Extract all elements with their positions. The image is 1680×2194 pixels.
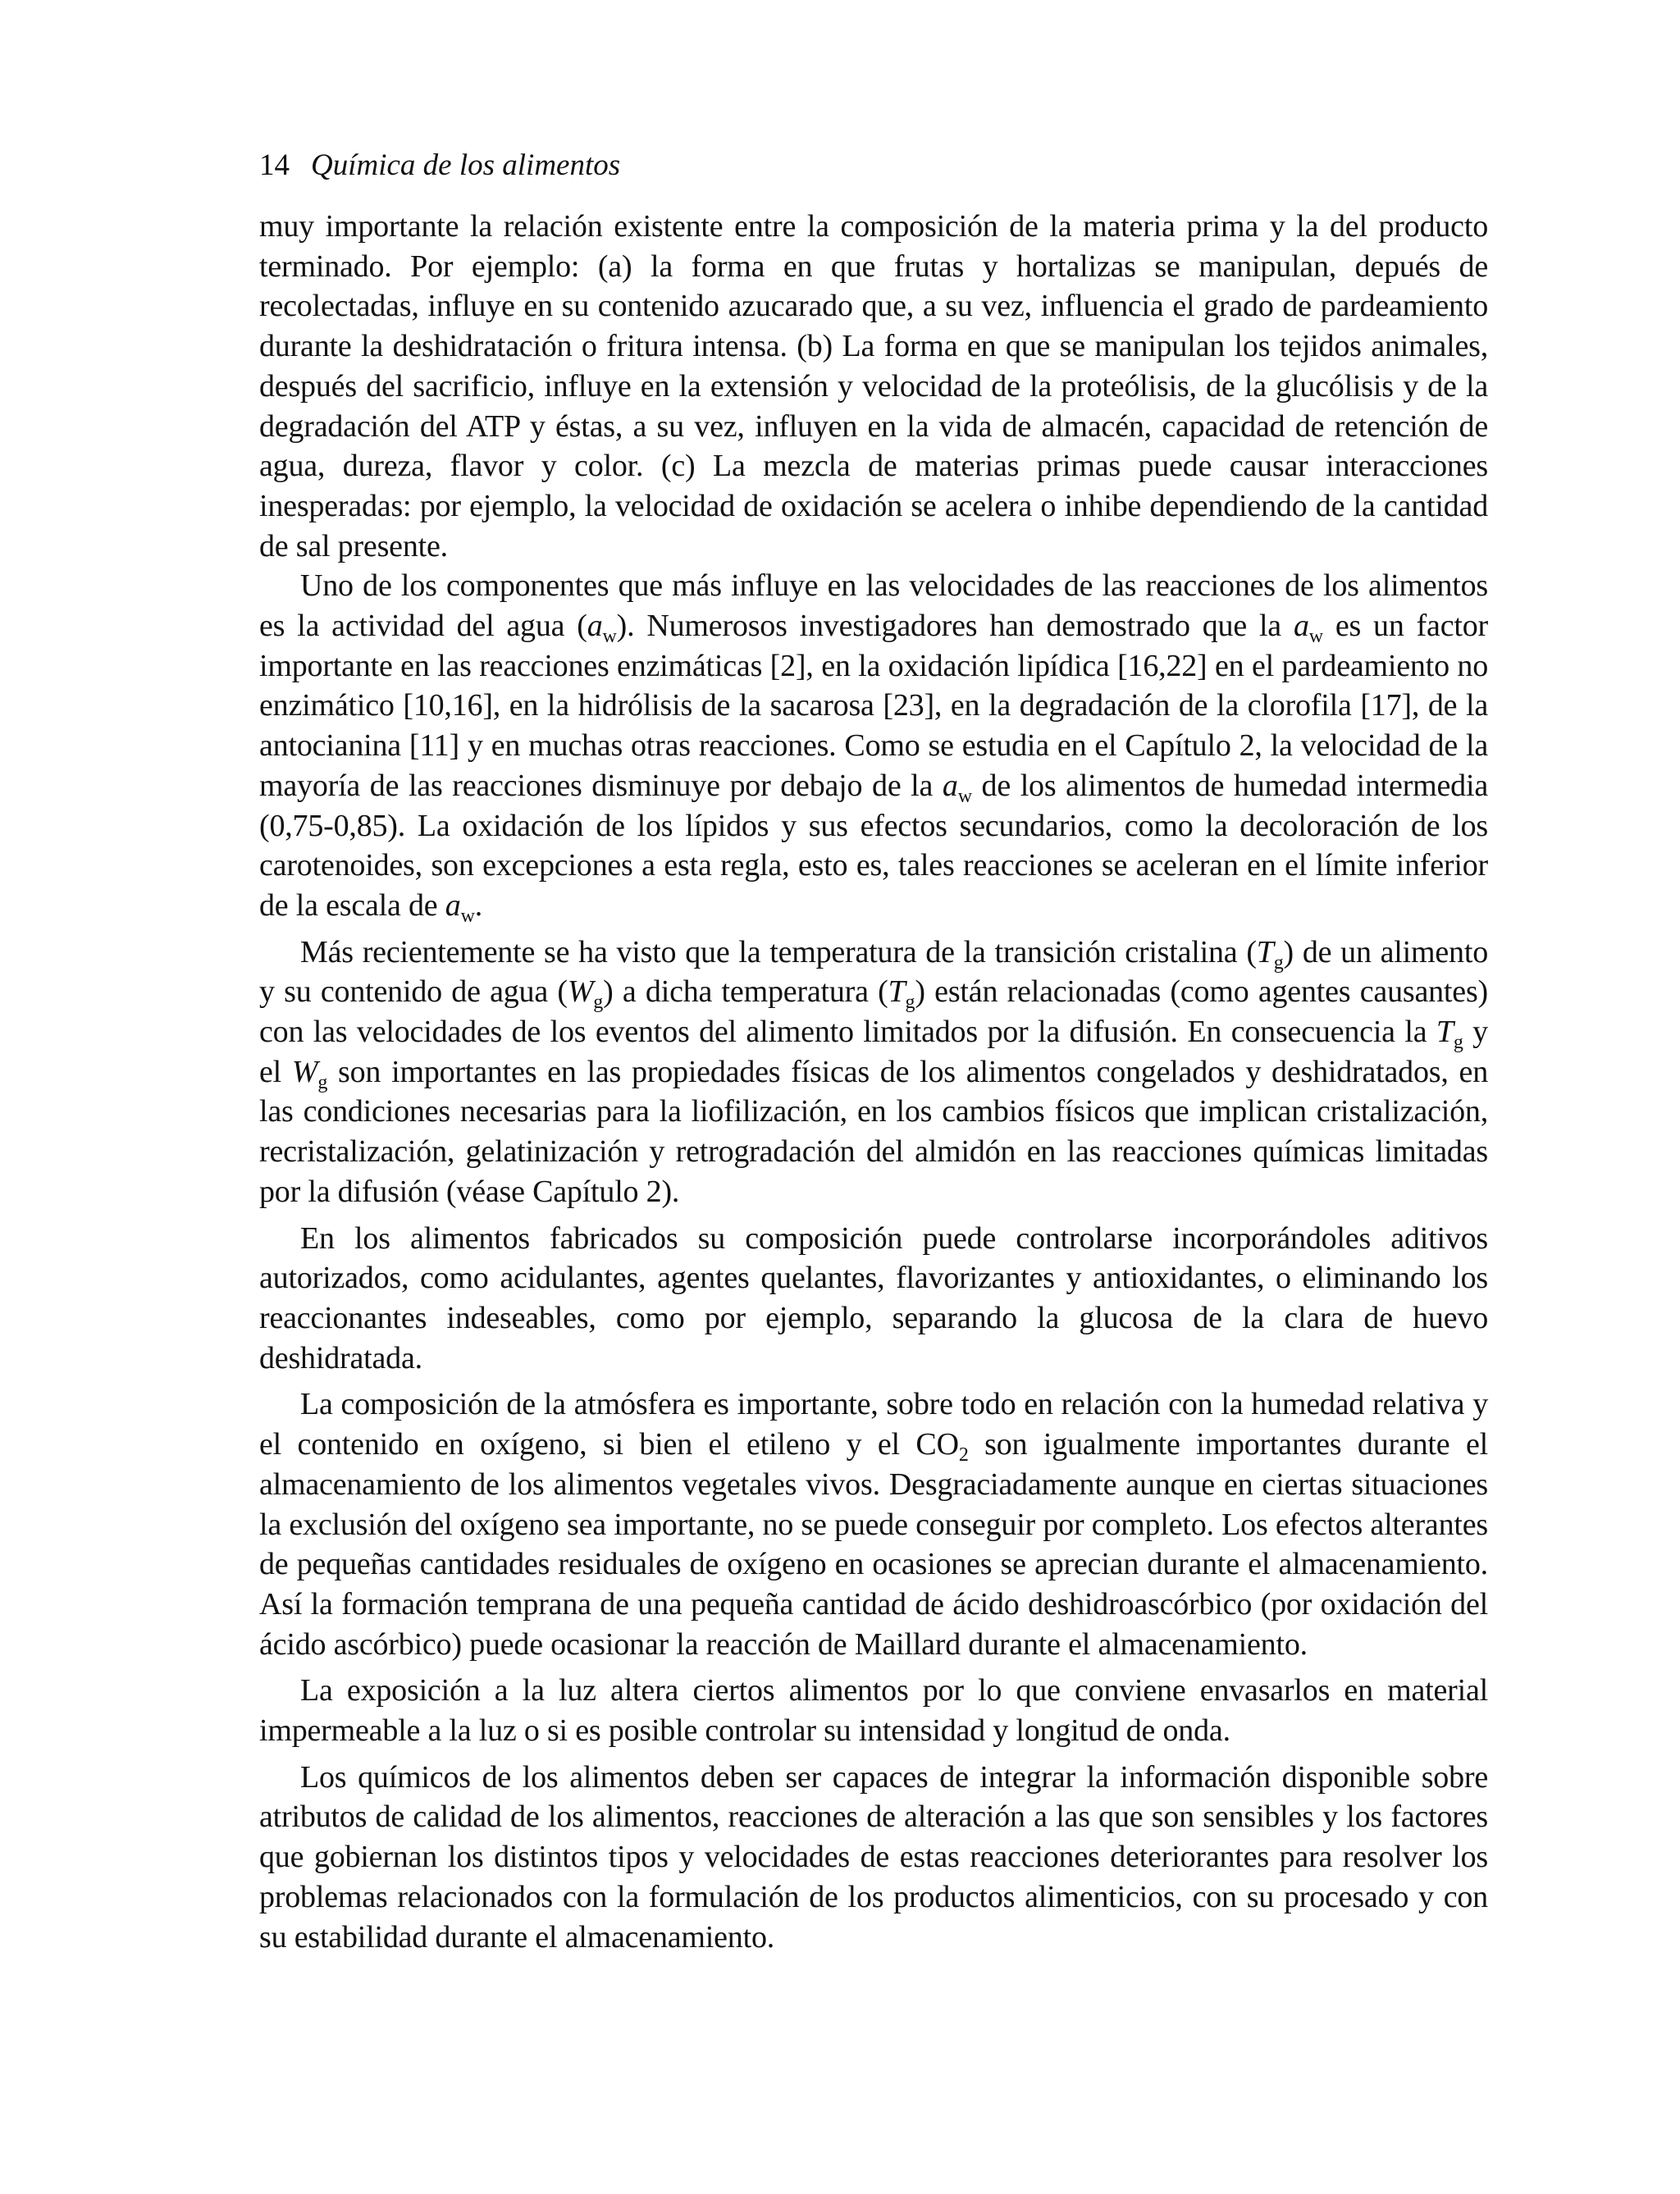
tg-symbol: T — [1436, 1015, 1454, 1050]
book-page — [259, 146, 1488, 1957]
paragraph-light-exposure: La exposición a la luz altera ciertos alimentos por lo que conviene envasarlos en material impermeable a la luz o si es posible controlar su intensidad y longitud de onda. — [259, 1673, 1488, 1749]
tg-subscript: g — [1273, 951, 1284, 974]
wg-symbol: W — [567, 974, 594, 1010]
text-run: Más recientemente se ha visto que la temperatura de la transición cristalina ( — [300, 934, 1257, 969]
text-run: es un factor importante en las reacciones enzimáticas [2], en la oxidación lipídica [16,22] en el pardeamiento no enzimático [10,16], en la hidrólisis de la sacarosa [23], en la degradación de la clorofila [17], de la antocianina [11] y en muchas otras reacciones. Como se estudia en el Capítulo 2, la velocidad de la mayoría de las reacciones disminuye por debajo de la — [259, 609, 1488, 803]
paragraph-atmosphere — [259, 1384, 1488, 1664]
aw-subscript: w — [957, 785, 972, 807]
tg-subscript: g — [1453, 1032, 1463, 1054]
aw-symbol: a — [587, 609, 603, 644]
tg-symbol: T — [888, 974, 906, 1010]
tg-subscript: g — [905, 992, 915, 1014]
aw-subscript: w — [602, 626, 617, 648]
text-run: de los alimentos de humedad intermedia (0,75-0,85). La oxidación de los lípidos y sus efectos secundarios, como la decoloración de los carotenoides, son excepciones a esta regla, esto es, tales reacciones se aceleran en el límite inferior de la escala de — [259, 768, 1488, 923]
text-run: son igualmente importantes durante el almacenamiento de los alimentos vegetales vivos. Desgraciadamente aunque en ciertas situaciones la exclusión del oxígeno sea importante, no se puede conseguir por completo. Los efectos alterantes de pequeñas cantidades residuales de oxígeno en ocasiones se aprecian durante el almacenamiento. Así la formación temprana de una pequeña cantidad de ácido deshidroascórbico (por oxidación del ácido ascórbico) puede ocasionar la reacción de Maillard durante el almacenamiento. — [259, 1427, 1488, 1662]
running-head — [259, 146, 1488, 185]
paragraph-water-activity — [259, 566, 1488, 925]
co2-subscript: 2 — [958, 1444, 969, 1466]
paragraph-glass-transition — [259, 933, 1488, 1212]
book-title: Química de los alimentos — [311, 148, 621, 182]
paragraph-food-chemists: Los químicos de los alimentos deben ser capaces de integrar la información disponible sobre atributos de calidad de los alimentos, reacciones de alteración a las que son sensibles y los factores que gobiernan los distintos tipos y velocidades de estas reacciones deteriorantes para resolver los problemas relacionados con la formulación de los productos alimenticios, con su procesado y con su estabilidad durante el almacenamiento. — [259, 1759, 1488, 1955]
text-run: ) a dicha temperatura ( — [603, 974, 888, 1010]
aw-subscript: w — [1308, 626, 1323, 648]
body-text — [259, 207, 1488, 1957]
wg-subscript: g — [593, 992, 604, 1014]
wg-subscript: g — [317, 1071, 328, 1093]
aw-subscript: w — [460, 905, 475, 927]
text-run: ). Numerosos investigadores han demostrado que la — [616, 609, 1294, 644]
text-run: y el — [259, 1015, 1488, 1089]
paragraph-additives: En los alimentos fabricados su composición puede controlarse incorporándoles aditivos autorizados, como acidulantes, agentes quelantes, flavorizantes y antioxidantes, o eliminando los reaccionantes indeseables, como por ejemplo, separando la glucosa de la clara de huevo deshidratada. — [259, 1220, 1488, 1375]
aw-symbol: a — [942, 768, 958, 803]
text-run: La composición de la atmósfera es importante, sobre todo en relación con la humedad relativa y el contenido en oxígeno, si bien el etileno y el CO — [259, 1387, 1488, 1462]
aw-symbol: a — [445, 887, 461, 923]
text-run: Uno de los componentes que más influye en las velocidades de las reacciones de los alimentos es la actividad del agua ( — [259, 568, 1488, 644]
text-run: ) de un alimento y su contenido de agua ( — [259, 934, 1488, 1010]
page-number: 14 — [259, 148, 290, 182]
text-run: ) están relacionadas (como agentes causantes) con las velocidades de los eventos del alimento limitados por la difusión. En consecuencia la — [259, 974, 1488, 1050]
paragraph-1: muy importante la relación existente entre la composición de la materia prima y la del producto terminado. Por ejemplo: (a) la forma en que frutas y hortalizas se manipulan, depués de recolectadas, influye en su contenido azucarado que, a su vez, influencia el grado de pardeamiento durante la deshidratación o fritura intensa. (b) La forma en que se manipulan los tejidos animales, después del sacrificio, influye en la extensión y velocidad de la proteólisis, de la glucólisis y de la degradación del ATP y éstas, a su vez, influyen en la vida de almacén, capacidad de retención de agua, dureza, flavor y color. (c) La mezcla de materias primas puede causar interacciones inesperadas: por ejemplo, la velocidad de oxidación se acelera o inhibe dependiendo de la cantidad de sal presente. — [259, 209, 1488, 563]
text-run: . — [474, 887, 483, 923]
tg-symbol: T — [1256, 934, 1274, 969]
text-run: son importantes en las propiedades físicas de los alimentos congelados y deshidratados, en las condiciones necesarias para la liofilización, en los cambios físicos que implican cristalización, recristalización, gelatinización y retrogradación del almidón en las reacciones químicas limitadas por la difusión (véase Capítulo 2). — [259, 1054, 1488, 1209]
aw-symbol: a — [1293, 609, 1309, 644]
wg-symbol: W — [291, 1054, 318, 1089]
